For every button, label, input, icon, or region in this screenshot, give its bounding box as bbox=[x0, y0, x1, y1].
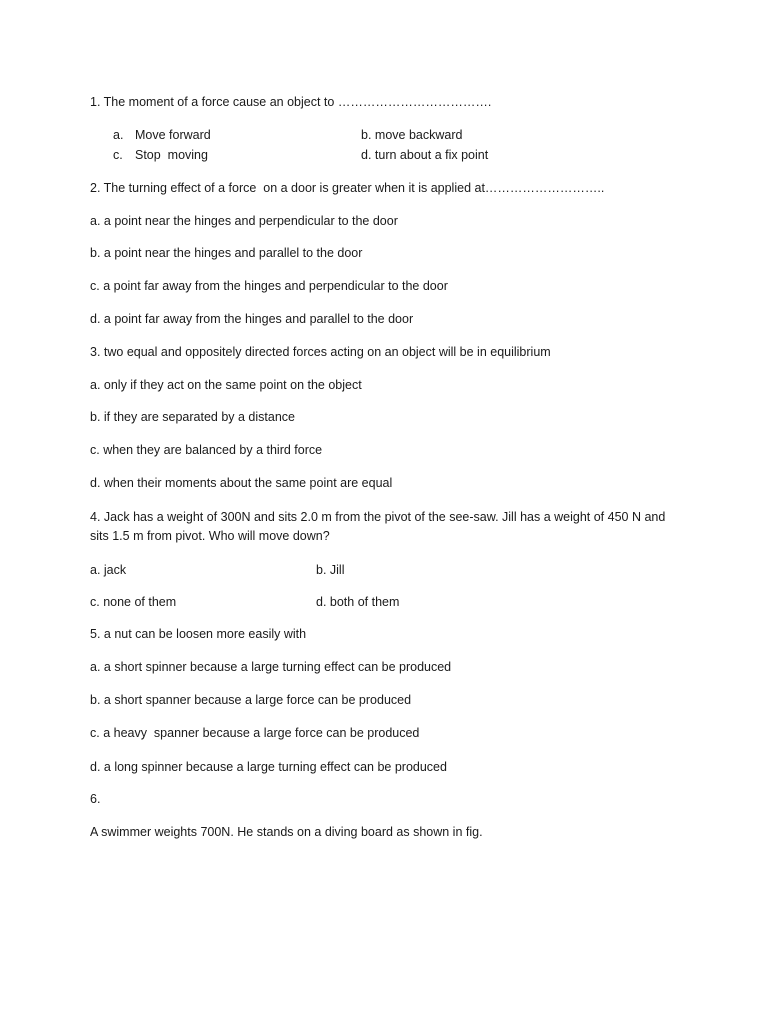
q1-option-d-letter: d. bbox=[361, 148, 372, 162]
q1-option-c-letter: c. bbox=[113, 148, 123, 162]
q4-stem-line-1: 4. Jack has a weight of 300N and sits 2.0 m from the pivot of the see-saw. Jill has a weight of 450 N and bbox=[90, 510, 666, 524]
q2-option-b: b. a point near the hinges and parallel to the door bbox=[90, 246, 363, 260]
q4-stem-line-2: sits 1.5 m from pivot. Who will move down? bbox=[90, 529, 330, 543]
q5-option-a: a. a short spinner because a large turning effect can be produced bbox=[90, 660, 452, 674]
q3-option-b: b. if they are separated by a distance bbox=[90, 410, 295, 424]
q4-option-b: b. Jill bbox=[316, 563, 345, 577]
q5-stem: 5. a nut can be loosen more easily with bbox=[90, 627, 307, 641]
q1-option-b bbox=[361, 127, 462, 143]
q1-option-b-letter: b. bbox=[361, 128, 372, 142]
q1-stem: 1. The moment of a force cause an object to ………………………………. bbox=[90, 95, 492, 109]
q1-option-c bbox=[113, 147, 208, 163]
q1-option-d bbox=[361, 147, 488, 163]
q3-option-d: d. when their moments about the same point are equal bbox=[90, 476, 393, 490]
q2-option-a: a. a point near the hinges and perpendicular to the door bbox=[90, 214, 398, 228]
q5-option-d: d. a long spinner because a large turning effect can be produced bbox=[90, 760, 447, 774]
q2-option-c: c. a point far away from the hinges and perpendicular to the door bbox=[90, 279, 448, 293]
q1-option-b-text: move backward bbox=[374, 128, 463, 142]
q1-option-a-text: Move forward bbox=[135, 128, 211, 142]
q2-option-d: d. a point far away from the hinges and parallel to the door bbox=[90, 312, 414, 326]
q6-stem: A swimmer weights 700N. He stands on a diving board as shown in fig. bbox=[90, 825, 483, 839]
q1-option-d-text: turn about a fix point bbox=[374, 148, 489, 162]
q5-option-c: c. a heavy spanner because a large force can be produced bbox=[90, 726, 420, 740]
q2-stem: 2. The turning effect of a force on a door is greater when it is applied at……………………….. bbox=[90, 181, 605, 195]
q4-option-a: a. jack bbox=[90, 563, 127, 577]
q3-stem: 3. two equal and oppositely directed forces acting on an object will be in equilibrium bbox=[90, 345, 551, 359]
q3-option-a: a. only if they act on the same point on the object bbox=[90, 378, 362, 392]
q3-option-c: c. when they are balanced by a third force bbox=[90, 443, 323, 457]
q5-option-b: b. a short spanner because a large force can be produced bbox=[90, 693, 412, 707]
q1-option-a bbox=[113, 127, 211, 143]
q6-number: 6. bbox=[90, 792, 101, 806]
q4-option-d: d. both of them bbox=[316, 595, 400, 609]
q4-option-c: c. none of them bbox=[90, 595, 177, 609]
q1-option-a-letter: a. bbox=[113, 128, 124, 142]
q1-option-c-text: Stop moving bbox=[135, 148, 208, 162]
